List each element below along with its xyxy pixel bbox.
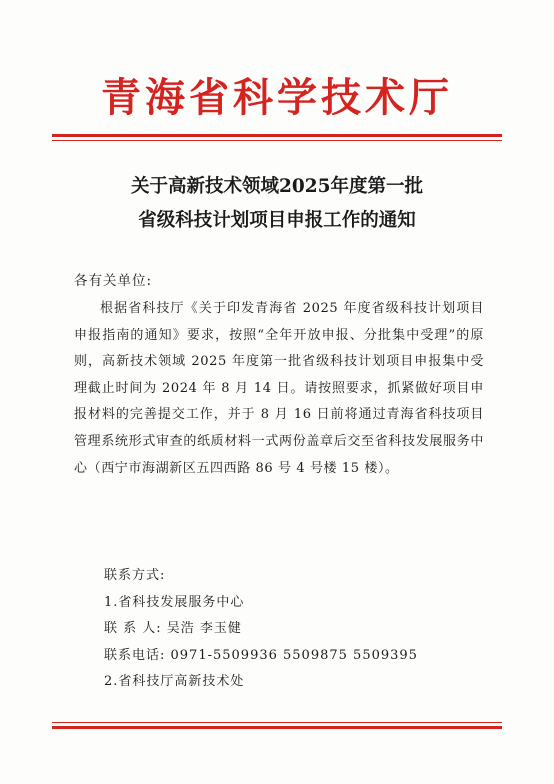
body-paragraph: 根据省科技厅《关于印发青海省 2025 年度省级科技计划项目申报指南的通知》要求，按照“全年开放申报、分批集中受理”的原则，高新技术领域 2025 年度第一批省级科技计划项目申报集中受理截止时间为 2024 年 8 月 14 日。请按照要求，抓紧做好项目申报材料的完善提交工作，并于 8 月 16 日前将通过青海省科技项目管理系统形式审查的纸质材料一式两份盖章后交至省科技发展服务中心（西宁市海湖新区五四西路 86 号 4 号楼 15 楼）。 xyxy=(74,301,484,476)
footer-rule-thin xyxy=(52,722,502,723)
masthead-title: 青海省科学技术厅 xyxy=(101,74,453,121)
contact-heading: 联系方式: xyxy=(104,568,166,583)
contact-block xyxy=(104,563,504,696)
document-title xyxy=(0,170,554,238)
contact-persons: 联 系 人: 吴浩 李玉健 xyxy=(104,621,242,637)
masthead-rule-thick xyxy=(52,134,502,137)
footer-rule-thick xyxy=(52,726,502,729)
contact-phones: 联系电话: 0971-5509936 5509875 5509395 xyxy=(104,647,418,663)
addressee: 各有关单位: xyxy=(74,273,153,289)
contact-org-2: 2.省科技厅高新技术处 xyxy=(104,674,245,690)
masthead-rule-thin xyxy=(52,140,502,141)
document-title-line2: 省级科技计划项目申报工作的通知 xyxy=(138,210,416,231)
contact-org-1: 1.省科技发展服务中心 xyxy=(104,594,245,610)
document-title-line1: 关于高新技术领域2025年度第一批 xyxy=(131,176,423,197)
